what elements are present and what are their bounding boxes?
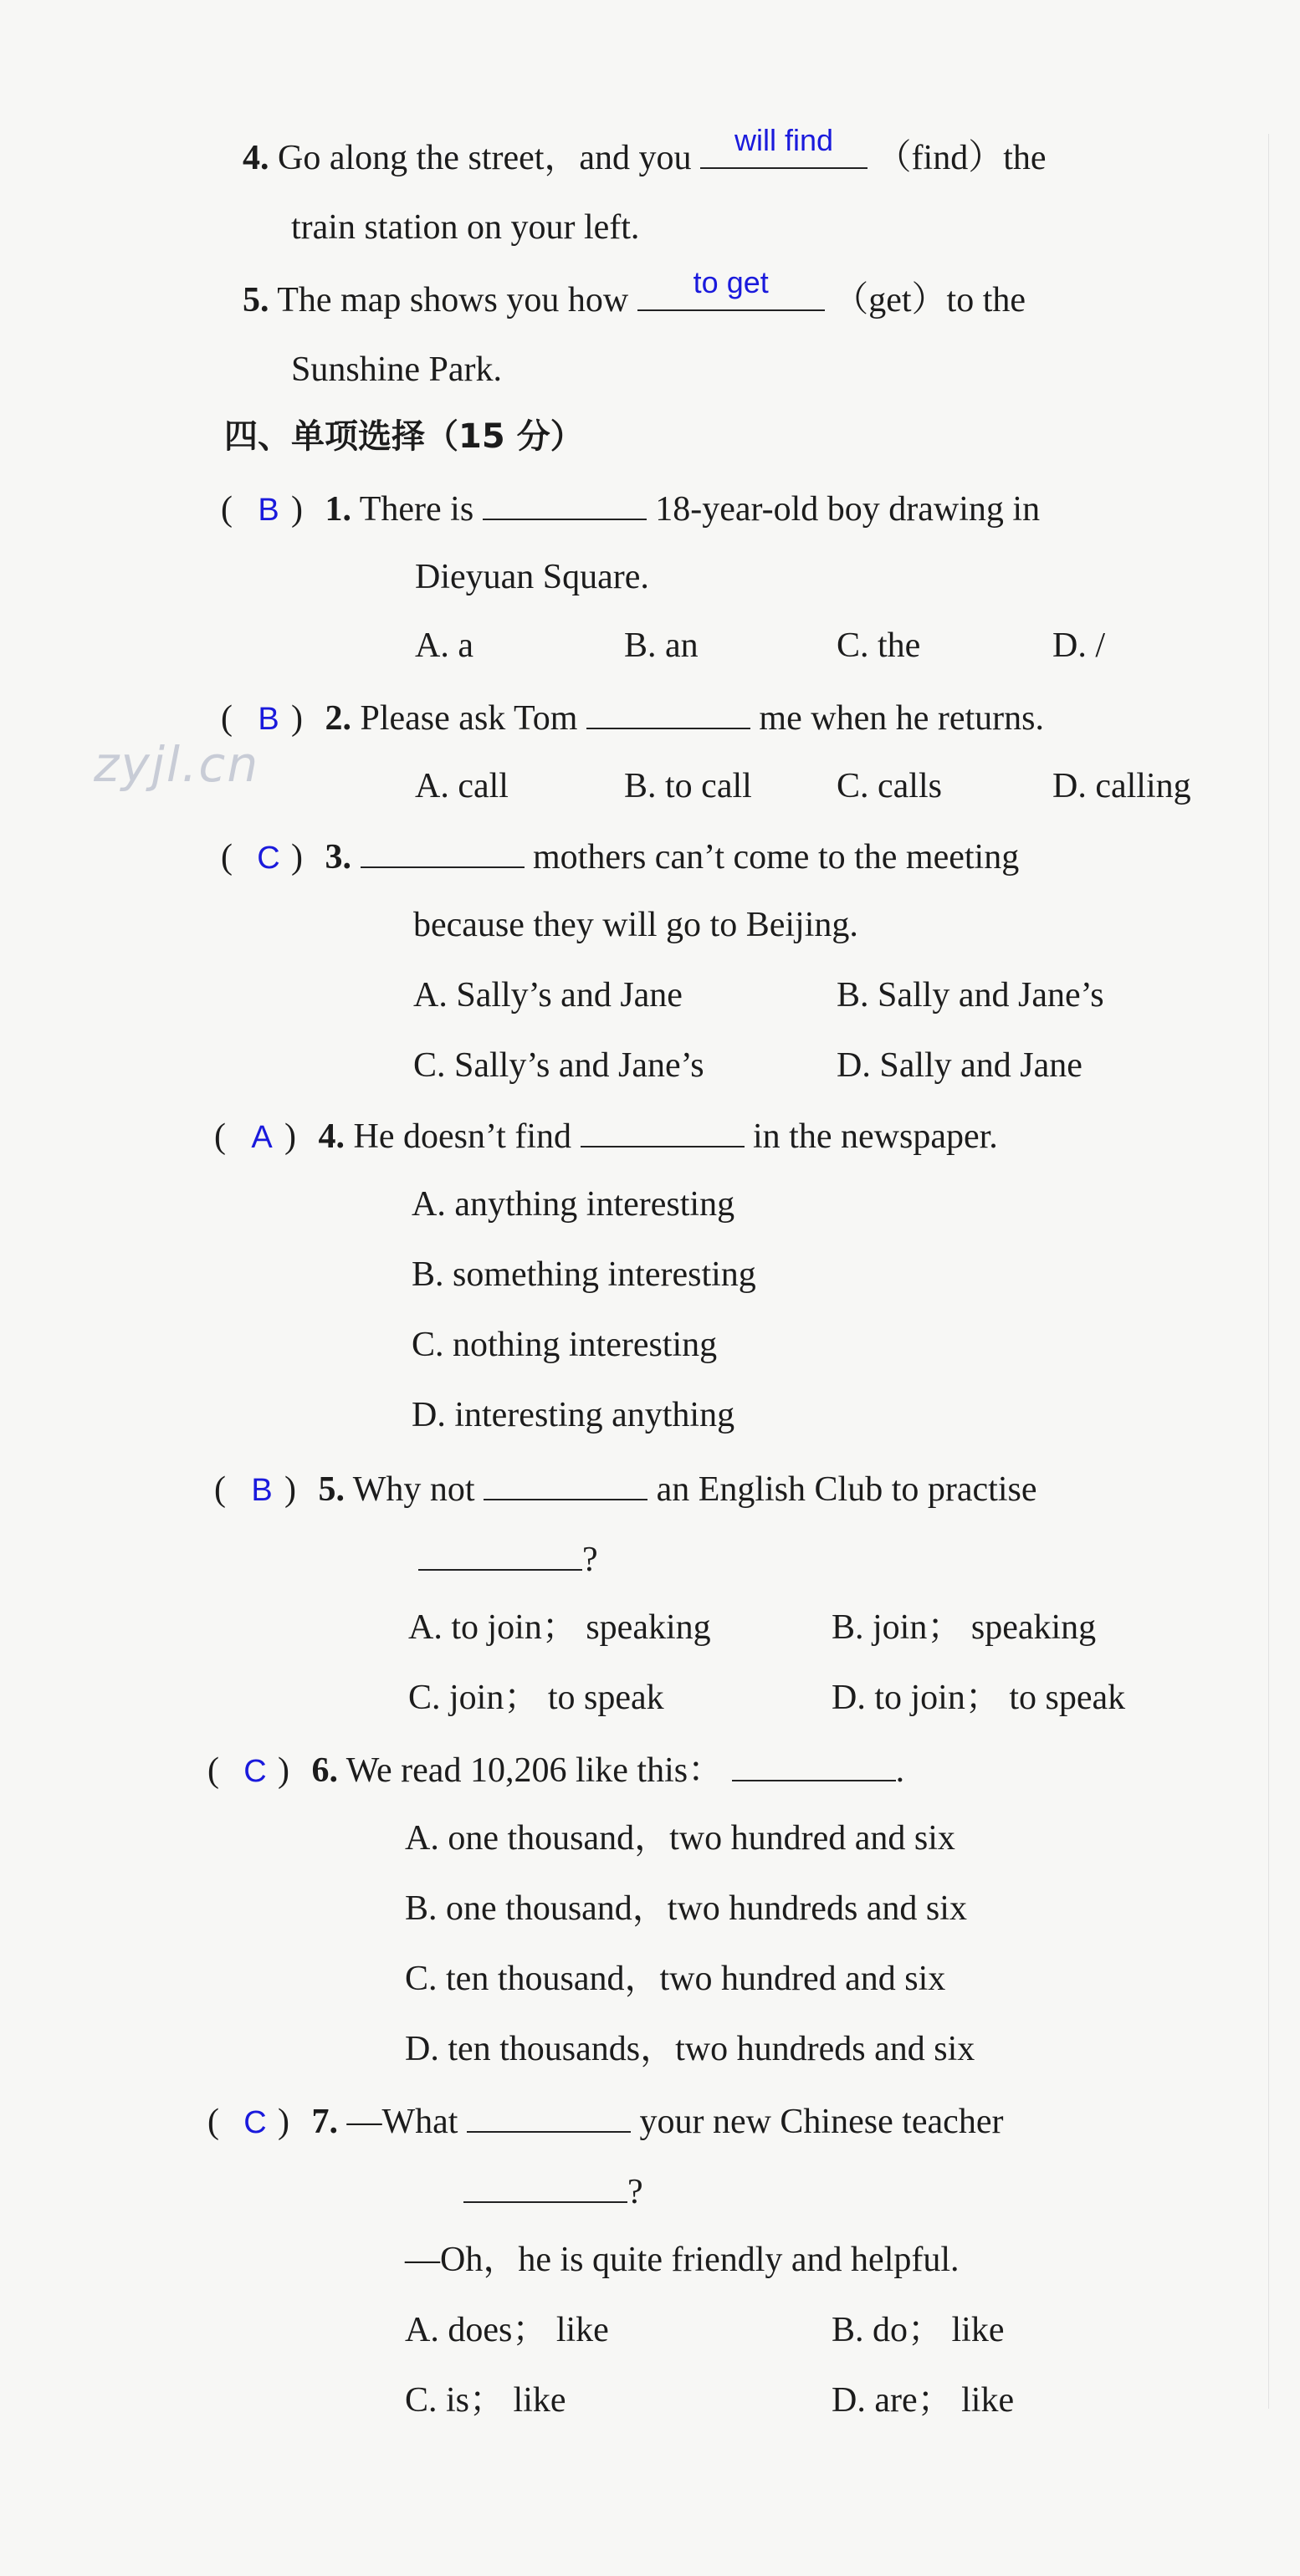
option-2b[interactable]: B. to call [624,767,752,805]
question-text: mothers can’t come to the meeting [533,838,1020,877]
question-5-continuation [418,1536,598,1582]
option-4b[interactable]: B. something interesting [412,1255,756,1294]
question-7-continuation [463,2168,643,2214]
chosen-answer: A [251,1120,273,1155]
option-2c[interactable]: C. calls [837,767,942,805]
question-text: an English Club to practise [656,1470,1037,1509]
question-3 [221,833,1019,880]
option-3c[interactable]: C. Sally’s and Jane’s [413,1046,704,1085]
option-6c[interactable]: C. ten thousand，two hundred and six [405,1960,946,1998]
watermark: zyjl.cn [94,736,260,793]
answer-parens[interactable]: ( A ) [214,1115,310,1159]
option-2a[interactable]: A. call [415,767,509,805]
handwritten-answer: to get [693,265,769,299]
option-4d[interactable]: D. interesting anything [412,1396,735,1434]
chosen-answer: B [251,1473,273,1508]
question-5 [214,1465,1037,1512]
chosen-answer: B [258,702,279,737]
question-1-continuation: Dieyuan Square. [415,558,649,596]
question-blank[interactable] [586,694,750,729]
question-text: your new Chinese teacher [639,2103,1004,2141]
option-5b[interactable]: B. join； speaking [832,1608,1097,1647]
question-text: Please ask Tom [360,699,578,738]
answer-parens[interactable]: ( C ) [207,1749,303,1793]
item-text: （find）the [876,139,1047,177]
option-6d[interactable]: D. ten thousands，two hundreds and six [405,2030,975,2068]
answer-parens[interactable]: ( B ) [214,1468,310,1512]
question-7-reply: —Oh，he is quite friendly and helpful. [405,2241,960,2279]
item-text: The map shows you how [277,281,629,319]
question-number: 5. [318,1470,345,1509]
question-blank[interactable] [484,1465,647,1500]
option-2d[interactable]: D. calling [1052,767,1191,805]
fill-in-4 [243,123,1047,180]
option-1c[interactable]: C. the [837,626,921,665]
fill-in-5 [243,265,1026,322]
option-7d[interactable]: D. are； like [832,2381,1015,2420]
option-1b[interactable]: B. an [624,626,699,665]
question-blank[interactable] [581,1112,745,1147]
question-blank[interactable] [418,1536,582,1571]
question-blank[interactable] [483,485,647,520]
section-title: 四、单项选择（15 分） [224,417,584,456]
answer-blank[interactable] [637,265,825,311]
fill-in-5-continuation: Sunshine Park. [291,350,502,389]
option-1d[interactable]: D. / [1052,626,1105,665]
option-6a[interactable]: A. one thousand，two hundred and six [405,1819,955,1858]
question-3-continuation: because they will go to Beijing. [413,906,858,944]
option-7c[interactable]: C. is； like [405,2381,566,2420]
question-number: 4. [318,1117,345,1156]
question-text: in the newspaper. [753,1117,998,1156]
option-7b[interactable]: B. do； like [832,2311,1005,2349]
question-blank[interactable] [361,833,525,868]
answer-parens[interactable]: ( B ) [221,488,316,532]
fill-in-4-continuation: train station on your left. [291,208,640,247]
question-2 [221,694,1044,741]
question-number: 2. [325,699,351,738]
question-blank[interactable] [463,2168,627,2203]
option-3a[interactable]: A. Sally’s and Jane [413,976,683,1015]
question-blank[interactable] [732,1746,896,1781]
option-4a[interactable]: A. anything interesting [412,1185,735,1224]
question-1 [221,485,1040,532]
answer-parens[interactable]: ( C ) [207,2100,303,2144]
question-text: —What [346,2103,458,2141]
chosen-answer: C [243,2105,267,2140]
item-number: 4. [243,139,269,177]
answer-parens[interactable]: ( C ) [221,836,316,880]
page-edge-line [1268,134,1269,2409]
question-text: He doesn’t find [353,1117,572,1156]
option-5c[interactable]: C. join； to speak [408,1679,664,1717]
item-text: （get）to the [833,281,1026,319]
option-5a[interactable]: A. to join； speaking [408,1608,711,1647]
question-text: . [895,1751,905,1790]
answer-parens[interactable]: ( B ) [221,697,316,741]
question-mark: ? [582,1541,598,1579]
question-6 [207,1746,904,1793]
question-number: 1. [325,490,351,529]
option-6b[interactable]: B. one thousand，two hundreds and six [405,1889,967,1928]
question-text: 18-year-old boy drawing in [655,490,1041,529]
option-1a[interactable]: A. a [415,626,473,665]
question-text: There is [359,490,474,529]
question-4 [214,1112,998,1159]
question-number: 6. [311,1751,338,1790]
question-text: Why not [352,1470,475,1509]
question-text: We read 10,206 like this： [345,1751,724,1790]
chosen-answer: C [257,841,280,876]
answer-blank[interactable] [700,123,868,169]
option-4c[interactable]: C. nothing interesting [412,1326,718,1364]
question-text: me when he returns. [759,699,1044,738]
item-text: Go along the street，and you [278,139,692,177]
question-number: 7. [311,2103,338,2141]
handwritten-answer: will find [734,123,834,157]
chosen-answer: C [243,1754,267,1789]
chosen-answer: B [258,493,279,528]
question-7 [207,2098,1003,2144]
option-3b[interactable]: B. Sally and Jane’s [837,976,1104,1015]
option-3d[interactable]: D. Sally and Jane [837,1046,1082,1085]
question-blank[interactable] [467,2098,631,2133]
option-5d[interactable]: D. to join； to speak [832,1679,1126,1717]
question-number: 3. [325,838,351,877]
option-7a[interactable]: A. does； like [405,2311,609,2349]
item-number: 5. [243,281,269,319]
question-mark: ? [627,2173,643,2211]
